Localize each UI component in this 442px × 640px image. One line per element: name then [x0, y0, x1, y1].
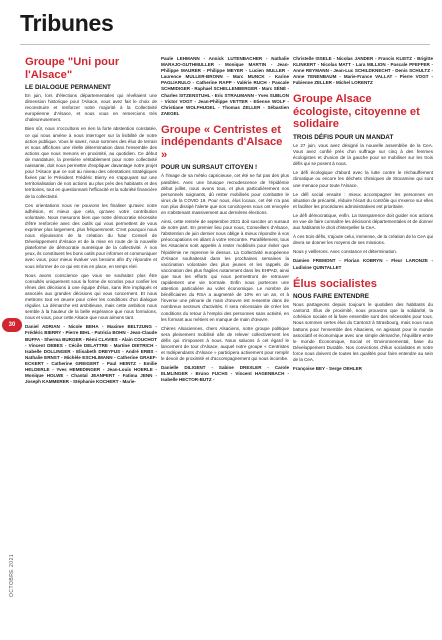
signatories-socialistes: Françoise BEY - Serge OEHLER [293, 366, 362, 372]
paragraph: Le défi social ensuite : mieux accompagner les personnes en situation de précarité, réduire l'écart du contrôle qui s'exerce sur elles et faciliter les procédures administratives est prioritaire. [293, 191, 433, 209]
section-title: Tribunes [20, 10, 114, 36]
paragraph: Nous y veillerons. Avec constance et détermination. [293, 249, 398, 255]
paragraph: Ainsi, cette rentrée de septembre 2021 doit susciter un sursaut de notre part. En premier lieu pour nous, Conseillers d'Alsace, l'abstention de juin dernier nous oblige à mieux répondre à vos préoccupations en allant à votre rencontre. Parallèlement, tous les Alsaciens sont appelés à rester mobilisés pour éviter que l'épidémie ne reprenne le dessus. La Collectivité européenne d'Alsace souhaiterait dans les prochaines semaines la vaccination volontaire des plus jeunes et les rappels de vaccination des plus fragiles notamment dans les EHPAD, ainsi que tous les efforts qui nous permettront de retrouver rapidement une vie normale. Enfin nous porterons une attention particulière au volet économique. Le nombre de bénéficiaires du RSA a augmenté de 10% en un an, et à l'inverse une pénurie de main d'œuvre est ressentie dans de nombreux secteurs d'activités. Il sera nécessaire de créer les conditions du retour à l'emploi des personnes sans activité, en les formant aux métiers en manque de main d'œuvre. [161, 219, 289, 322]
column-uni-pour-alsace [25, 56, 157, 385]
signatories-uni: Daniel ADRIAN - Nicole BEHA - Maxime BELTZUNG - Frédéric BIERRY - Pierre BIHL - Patricia BOHN - Jean-Claude BUFFA - Sherma BURGER - Rémi CLAVIES - Alain COUCHOT - Vincent DEBES - Cécile DELATTRE - Martine DIETRICH - Isabelle DOLLINGER - Elisabeth DREYFUS - André ERBS - Nathalie ERNST - Michèle ESCHLIMANN - Catherine GRAEF-ECKERT - Catherine GREIGERT - Paul HEINTZ - Emilie HELDERLE - Yves HEMEDINGER - Jean-Louis HOERLE - Monique HOLWE - Chantal JEANPERT - Fatima JENN - Joseph KAMMERER - Stéphanie KOCHERT - Marie- [25, 324, 157, 385]
paragraph: Chères Alsaciennes, chers Alsaciens, notre groupe politique sera pleinement mobilisé afin de relever collectivement les défis qui s'imposent à nous. Nous saluons à cet égard le lancement de tour d'Alsace, auquel notre groupe « Centristes et Indépendants d'Alsace » participera activement pour remplir le devoir de proximité et d'accompagnement qui nous incombe. [161, 325, 289, 362]
paragraph: Ces orientations nous ne pouvons les finaliser qu'avec votre adhésion, et mieux que cela, qu'avec votre contribution volontaire. Nous mesurons bien que notre démocratie nécessite d'être renforcée avec des outils qui vous permettent de vous exprimer plus largement, plus fréquemment. C'est pourquoi nous nous réjouissons de la création du futur Conseil de Développement d'Alsace et de la mise en route de la nouvelle plateforme de démocratie numérique de la collectivité. À nos yeux, ils constituent les bons outils pour informer et communiquer avec vous, pour mieux évaluer vos besoins afin d'y répondre et vous informer de ce qui est mis en place, en temps réel. [25, 202, 157, 269]
paragraph: Bien sûr, nous n'occultons en rien la forte abstention constatée, ce qui nous amène à nous interroger sur la lisibilité de notre action publique. Vous le savez, nous sommes des élus de terrain et nous affichons une réelle détermination dans l'ensemble des actions que nous menons en proximité, au quotidien. Ce début de mandature, la première véritablement pour notre collectivité naissante, doit nous permettre d'expliquer davantage notre projet pour l'Alsace que ce soit au niveau des orientations stratégiques fixées par le Président Frédéric Bierry en s'appuyant sur une territorialisation de nos actions au plus près des habitants et des territoires, tout en questionnant l'efficacité et la sobriété financière de la collectivité. [25, 126, 157, 199]
subtitle-faire-entendre: NOUS FAIRE ENTENDRE [293, 293, 369, 301]
signatories-centristes-continued: Christelle ISSELE - Nicolas JANDER - Francis KLEITZ - Brigitte KLINKERT - Nicolas MATT - Lara MILLION - Pascale PFEFFER - Anne REYMANN - Jean-Luc SCHILDKNECHT - Denis SCHULTZ - Anne TENENBAUM - Marie-France VALLAT - Pierre VOGT - Fabienne ZELLER - Michel LORENTZ [293, 56, 433, 86]
masthead [0, 0, 442, 52]
paragraph: À ces trois défis, s'ajoute celui, immense, de la création de la CeA qui devra se donner les moyens de ses missions. [293, 234, 433, 246]
paragraph: À l'image de sa météo capricieuse, cet été ne fut pas des plus paisibles. Avec une brusque recrudescence de l'épidémie début juillet, nous avons tous, et plus particulièrement nos personnels soignants, dû rester mobilisés pour combattre le virus de la COVID 19. Pour nous, élus locaux, cet été n'a pas non plus dissipé l'alerte que nos concitoyens nous ont envoyée en s'abstenant massivement aux dernières élections. [161, 173, 289, 215]
paragraph: Le défi écologique d'abord avec la lutte contre le réchauffement climatique ou encore les déchets chimiques de Stocamine qui sont une menace pour toute l'Alsace. [293, 170, 433, 188]
subtitle-sursaut: POUR UN SURSAUT CITOYEN ! [161, 164, 258, 172]
signatories-ecologiste: Damien FREMONT - Florian KOBRYN - Fleur LARONZE - Ludivine QUINTALLET [293, 258, 433, 270]
paragraph: Nous avons conscience que vous ne souhaitez plus être consultés uniquement sous la forme de scrutins pour confier les rênes des décisions à une équipe d'élus, sans être impliqués et associés aux grandes décisions qui vous concernent. Et nous mettrons tout en œuvre pour créer les conditions d'un dialogue régulier. La démarche est ambitieuse, mais cette ambition nous semble à la hauteur de la belle espérance que nous formulons, nous et vous, pour cette Alsace que nous aimons tant. [25, 272, 157, 321]
column-centristes [161, 56, 289, 384]
page-number-badge: 30 [2, 318, 22, 332]
signatories-centristes: Danielle DILIGENT - Sabine DREXLER - Carole ELMLINGER - Bruno FUCHS - Vincent HAGENBACH - Isabelle HECTOR-BUTZ - [161, 365, 289, 383]
paragraph: Nous partageons depuis toujours le quotidien des habitants du canton3. Élus de proximité, nous prouvons que la solidarité, la cohésion sociale et la faire ensemble sont des nécessités pour tous. Nous sommes certes élus du Canton3 à Strasbourg, mais nous nous battons pour l'ensemble des Alsaciens, en agissant pour le monde associatif et économique avec une simple démarche, l'équilibre entre le monde Économique, Social et Environnemental, base du Développement Durable. Nos convictions d'élus socialistes et notre force nous doivent de toutes les qualités pour faire entendre au sein de la CeA. [293, 302, 433, 362]
subtitle-dialogue: LE DIALOGUE PERMANENT [25, 84, 111, 91]
paragraph: Le défi démocratique, enfin. La transparence doit guider nos actions en vue de faire connaître les décisions départementales et de donner aux habitants le droit d'interpeller la CeA. [293, 212, 433, 231]
subtitle-trois-defis: TROIS DÉFIS POUR UN MANDAT [293, 133, 394, 141]
issue-date: OCTOBRE 2021 [9, 553, 15, 597]
group-title-ecologiste: Groupe Alsace écologiste, citoyenne et solidaire [293, 93, 420, 131]
signatories-uni-continued: Paule LEHMANN - Annick LUTENBACHER - Nathalie MARAJO-GUTHMULLER - Monique MARTIN - Jean-Philippe MAURER - Philippe MEYER - Lucien MULLER - Laurence MULLER-BRONN - Marc MUNCK - Karine PAGLIARULO - Catherine RAPP - Valérie RUCH - Pascale SCHMIDIGER - Raphael SCHELLENBERGER - Marc SÉNÉ - Charles SITZENSTUHL - Eric STRAUMANN - Yves SUBLON - Victor VOGT - Jean-Philippe VETTER - Etienne WOLF - Christiane WOLFHUGEL - Thomas ZELLER - Sébastien ZAEGEL [161, 56, 289, 116]
title-rule [20, 44, 430, 45]
group-title-centristes: Groupe « Centristes et indépendants d'Alsace » [161, 123, 283, 161]
column-ecolo-socialistes [293, 56, 433, 372]
paragraph: Le 27 juin, vous avez désigné la nouvelle assemblée de la CeA. Vous avez confié près d'un suffrage sur cinq à des femmes écologistes et d'union de la gauche pour se mobiliser sur les trois défis qui se posent à nous. [293, 142, 433, 167]
paragraph: En juin, lors d'élections départementales qui révélaient une dimension historique pour l'Alsace, vous avez fait le choix de reconstruire et renforcer notre majorité à la Collectivité européenne d'Alsace, et nous vous en remercions très chaleureusement. [25, 93, 157, 123]
group-title-uni: Groupe "Uni pour l'Alsace" [25, 56, 120, 81]
group-title-socialistes: Élus socialistes [293, 277, 377, 290]
